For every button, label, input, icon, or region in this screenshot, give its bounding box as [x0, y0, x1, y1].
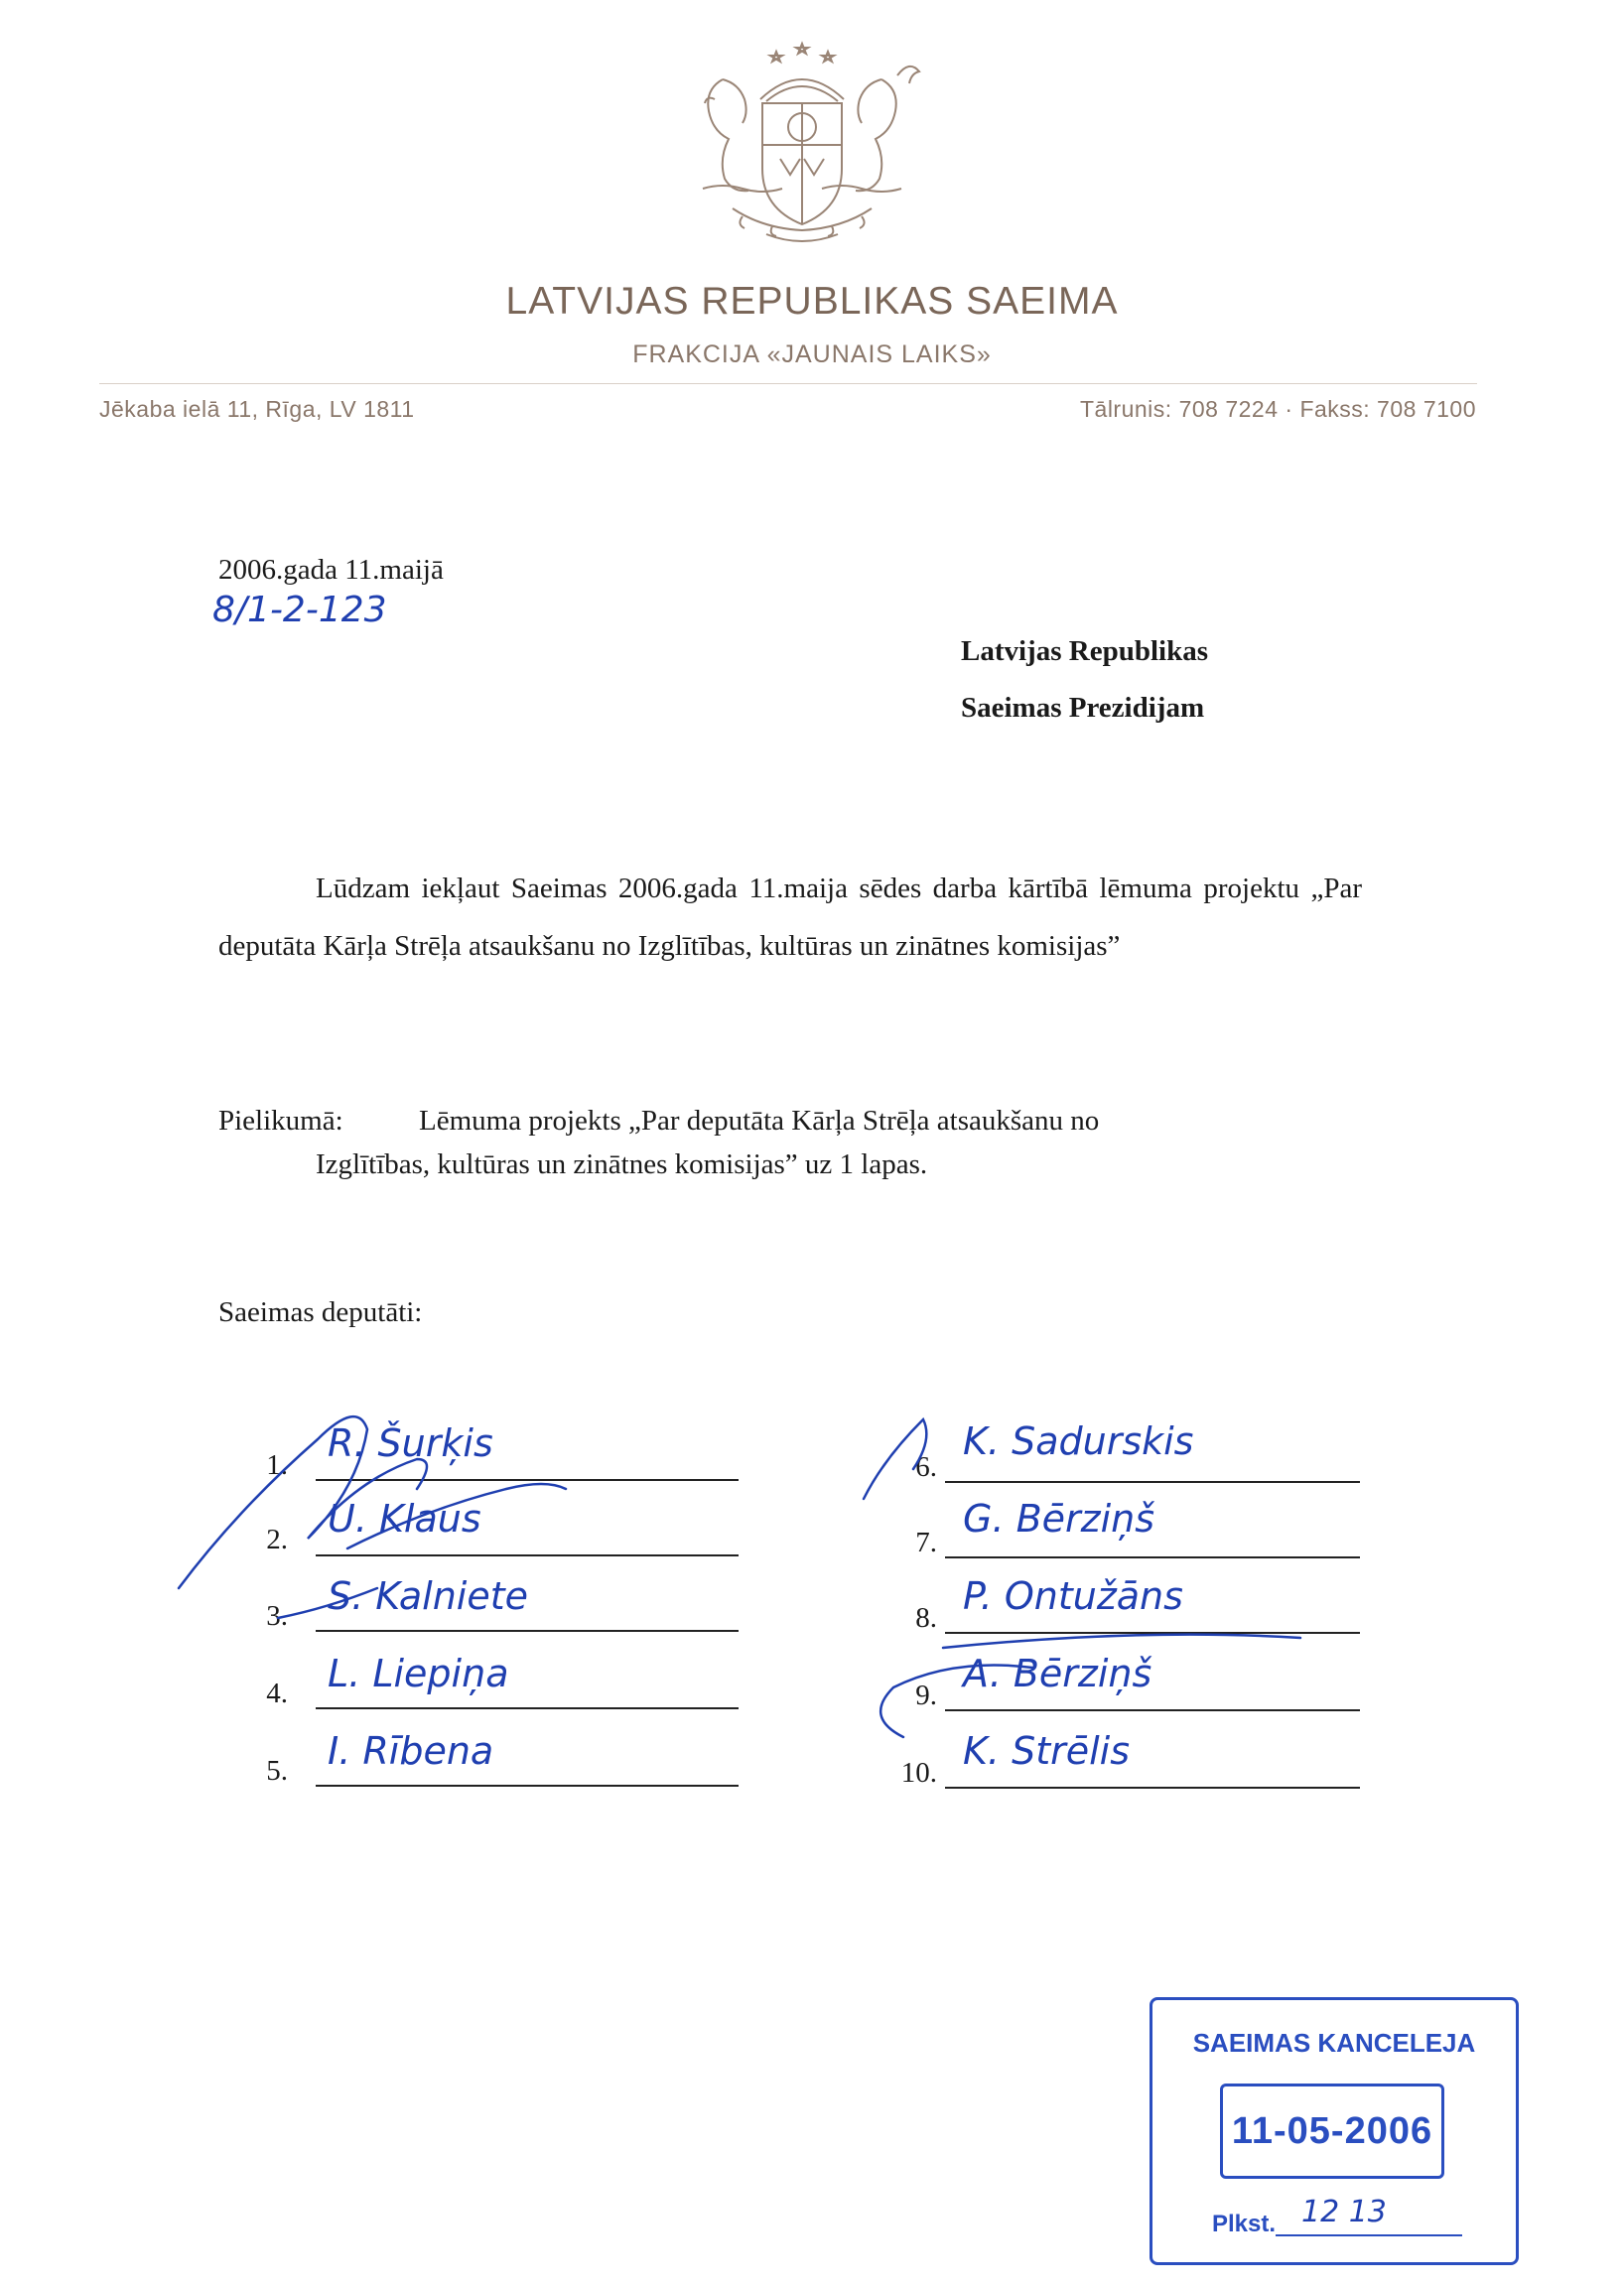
letter-body-text: Lūdzam iekļaut Saeimas 2006.gada 11.maija sēdes darba kārtībā lēmuma projektu „Par deputāta Kārļa Strēļa atsaukšanu no Izglītības, kultūras un zinātnes komisijas”: [218, 873, 1362, 962]
letter-date: 2006.gada 11.maijā: [218, 554, 444, 586]
signature-number: 2.: [266, 1524, 288, 1555]
handwritten-signature: R. Šurķis: [328, 1421, 493, 1465]
signature-number: 7.: [915, 1527, 937, 1558]
signature-number: 10.: [900, 1757, 937, 1789]
stamp-date: 11-05-2006: [1220, 2084, 1444, 2179]
handwritten-signature: I. Rībena: [328, 1729, 494, 1773]
letter-body: [218, 860, 1362, 975]
signature-number: 4.: [266, 1678, 288, 1709]
attachment-text: Lēmuma projekts „Par deputāta Kārļa Strēļa atsaukšanu no: [419, 1105, 1100, 1137]
handwritten-signature: K. Sadurskis: [963, 1419, 1194, 1463]
handwritten-registration-number: 8/1-2-123: [212, 590, 387, 630]
letterhead-address: Jēkaba ielā 11, Rīga, LV 1811: [99, 396, 415, 422]
coat-of-arms-emblem: [663, 40, 941, 248]
stamp-time-label: Plkst.: [1212, 2211, 1277, 2237]
handwritten-signature: P. Ontužāns: [963, 1574, 1183, 1618]
handwritten-signature: G. Bērziņš: [963, 1497, 1155, 1541]
signature-number: 1.: [266, 1449, 288, 1481]
stamp-time-line: [1276, 2234, 1462, 2236]
deputies-label: Saeimas deputāti:: [218, 1296, 423, 1328]
signature-number: 9.: [915, 1680, 937, 1711]
handwritten-signature: U. Klaus: [328, 1497, 481, 1541]
signature-number: 6.: [915, 1451, 937, 1483]
handwritten-signature: K. Strēlis: [963, 1729, 1131, 1773]
attachment-text-continued: Izglītības, kultūras un zinātnes komisijas” uz 1 lapas.: [316, 1148, 928, 1180]
letterhead-subtitle: FRAKCIJA «JAUNAIS LAIKS»: [632, 340, 992, 368]
letterhead-divider: [99, 383, 1477, 384]
handwritten-signature: L. Liepiņa: [328, 1652, 509, 1695]
signature-number: 5.: [266, 1755, 288, 1787]
attachment-label: Pielikumā:: [218, 1105, 343, 1137]
addressee-line-2: Saeimas Prezidijam: [961, 692, 1205, 724]
letterhead-title: LATVIJAS REPUBLIKAS SAEIMA: [505, 280, 1119, 323]
stamp-time-value: 12 13: [1301, 2195, 1387, 2229]
handwritten-signature: S. Kalniete: [328, 1574, 528, 1618]
letterhead-contacts: Tālrunis: 708 7224 · Fakss: 708 7100: [1079, 396, 1476, 422]
handwritten-signature: A. Bērziņš: [963, 1652, 1152, 1695]
addressee-line-1: Latvijas Republikas: [961, 635, 1208, 667]
signature-number: 8.: [915, 1602, 937, 1634]
signature-number: 3.: [266, 1600, 288, 1632]
stamp-title: SAEIMAS KANCELEJA: [1192, 2028, 1476, 2058]
registry-stamp: [1150, 1997, 1519, 2265]
signature-scribbles-icon: [169, 1350, 1578, 1816]
